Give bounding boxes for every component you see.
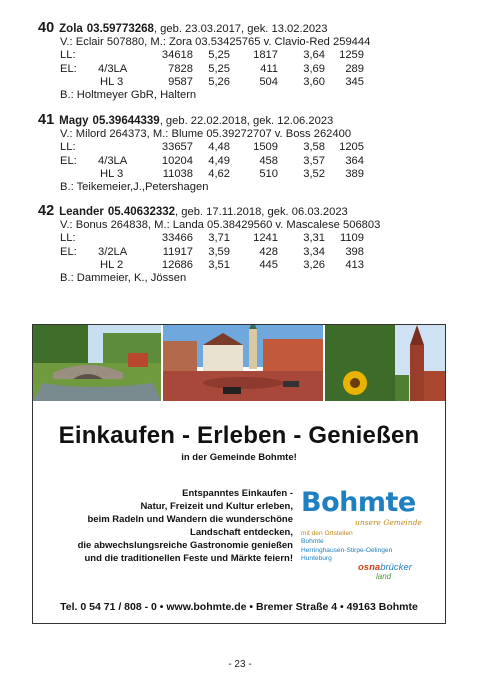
animal-dates: , geb. 23.03.2017, gek. 13.02.2023 xyxy=(153,23,328,35)
animal-dates: , geb. 17.11.2018, gek. 06.03.2023 xyxy=(175,206,348,218)
value-cell: 3,58 xyxy=(303,141,325,154)
value-cell: 413 xyxy=(345,258,364,271)
animal-dates: , geb. 22.02.2018, gek. 12.06.2023 xyxy=(159,115,334,127)
row-sublabel: 4/3LA xyxy=(98,154,128,167)
ll-row xyxy=(38,141,438,154)
entry-42 xyxy=(38,205,438,285)
value-cell: 1205 xyxy=(339,141,364,154)
entry-41 xyxy=(38,114,438,194)
el-row xyxy=(38,63,438,76)
ad-text-line: die abwechslungsreiche Gastronomie genießen xyxy=(77,540,293,551)
animal-name: Zola xyxy=(59,23,83,35)
value-cell: 510 xyxy=(259,167,278,180)
row-label: EL: xyxy=(60,154,77,167)
value-cell: 4,48 xyxy=(208,141,230,154)
ad-subheadline: in der Gemeinde Bohmte! xyxy=(181,452,297,463)
row-label: EL: xyxy=(60,62,77,75)
ad-text-line: Entspanntes Einkaufen - xyxy=(182,488,293,499)
breeder-line: B.: Holtmeyer GbR, Haltern xyxy=(60,88,197,101)
value-cell: 3,64 xyxy=(303,49,325,62)
bohmte-logo-slogan: unsere Gemeinde xyxy=(355,518,422,527)
land-word: land xyxy=(376,572,392,581)
parents-line: V.: Eclair 507880, M.: Zora 03.53425765 v. Clavio-Red 259444 xyxy=(60,36,371,49)
value-cell: 1259 xyxy=(339,49,364,62)
animal-code: 05.39644339 xyxy=(92,115,160,127)
entry-head xyxy=(38,22,438,36)
bohmte-logo-word: Bohmte xyxy=(301,487,416,518)
value-cell: 12686 xyxy=(161,258,193,271)
value-cell: 9587 xyxy=(168,75,193,88)
ortsteil-item: Bohmte xyxy=(301,538,324,546)
ad-text-line: beim Radeln und Wandern die wunderschöne xyxy=(87,514,293,525)
value-cell: 5,25 xyxy=(208,62,230,75)
bohmte-advertisement xyxy=(32,324,446,624)
value-cell: 33466 xyxy=(161,232,193,245)
el-row xyxy=(38,155,438,168)
value-cell: 11917 xyxy=(162,245,193,258)
value-cell: 34618 xyxy=(161,49,193,62)
value-cell: 3,51 xyxy=(208,258,230,271)
row-sublabel: 3/2LA xyxy=(98,245,128,258)
value-cell: 5,25 xyxy=(208,49,230,62)
breeder-line: B.: Teikemeier,J.,Petershagen xyxy=(60,180,209,193)
hl-row xyxy=(38,76,438,89)
entry-number: 41 xyxy=(38,112,55,128)
ll-row xyxy=(38,49,438,62)
value-cell: 3,52 xyxy=(303,167,325,180)
value-cell: 3,59 xyxy=(208,245,230,258)
value-cell: 1109 xyxy=(339,232,364,245)
animal-code: 05.40632332 xyxy=(107,206,176,218)
bohmte-logo xyxy=(301,487,441,581)
entry-head xyxy=(38,114,438,128)
parents-line: V.: Milord 264373, M.: Blume 05.39272707 v. Boss 262400 xyxy=(60,128,352,141)
value-cell: 1509 xyxy=(253,141,278,154)
entry-40 xyxy=(38,22,438,102)
animal-name: Magy xyxy=(59,115,89,127)
row-label: EL: xyxy=(60,245,77,258)
page-number: - 23 - xyxy=(228,659,252,670)
animal-code: 03.59773268 xyxy=(86,23,154,35)
el-row xyxy=(38,246,438,259)
hl-row xyxy=(38,168,438,181)
ad-contact-line: Tel. 0 54 71 / 808 - 0 • www.bohmte.de • Bremer Straße 4 • 49163 Bohmte xyxy=(60,601,418,613)
town-square-photo xyxy=(163,325,323,401)
value-cell: 428 xyxy=(259,245,278,258)
value-cell: 3,60 xyxy=(303,75,325,88)
value-cell: 1817 xyxy=(253,49,278,62)
row-sublabel: HL 3 xyxy=(100,167,124,180)
value-cell: 33657 xyxy=(161,141,193,154)
value-cell: 3,57 xyxy=(303,154,325,167)
parents-line: V.: Bonus 264838, M.: Landa 05.38429560 v. Mascalese 506803 xyxy=(60,219,381,232)
value-cell: 5,26 xyxy=(208,75,230,88)
animal-name: Leander xyxy=(59,206,104,218)
value-cell: 7828 xyxy=(168,62,193,75)
value-cell: 398 xyxy=(345,245,364,258)
value-cell: 10204 xyxy=(161,154,193,167)
osna-word: osna xyxy=(358,562,381,573)
value-cell: 1241 xyxy=(253,232,278,245)
value-cell: 3,34 xyxy=(303,245,325,258)
value-cell: 364 xyxy=(345,154,364,167)
bridge-river-photo xyxy=(33,325,161,401)
value-cell: 3,71 xyxy=(208,232,230,245)
value-cell: 289 xyxy=(345,62,364,75)
row-sublabel: HL 3 xyxy=(100,75,124,88)
value-cell: 11038 xyxy=(162,167,193,180)
value-cell: 4,62 xyxy=(208,167,230,180)
row-sublabel: HL 2 xyxy=(100,258,124,271)
ll-row xyxy=(38,232,438,245)
ad-text-line: Natur, Freizeit und Kultur erleben, xyxy=(140,501,293,512)
ad-text-line: Landschaft entdecken, xyxy=(190,527,293,538)
ortsteile-heading: mit den Ortsteilen xyxy=(301,530,353,537)
value-cell: 3,31 xyxy=(303,232,325,245)
entry-number: 42 xyxy=(38,203,55,219)
row-label: LL: xyxy=(60,141,76,154)
ortsteil-item: Hunteburg xyxy=(301,555,332,563)
church-sunflower-photo xyxy=(325,325,445,401)
value-cell: 345 xyxy=(345,75,364,88)
value-cell: 3,69 xyxy=(303,62,325,75)
osnabruecker-land-logo xyxy=(358,557,412,581)
ortsteil-item: Herringhausen-Stirpe-Oelingen xyxy=(301,546,393,554)
ad-headline: Einkaufen - Erleben - Genießen xyxy=(58,422,420,449)
bruecker-word: brücker xyxy=(380,562,412,573)
row-label: LL: xyxy=(60,49,76,62)
value-cell: 3,26 xyxy=(303,258,325,271)
breeder-line: B.: Dammeier, K., Jössen xyxy=(60,271,187,284)
ad-text-line: und die traditionellen Feste und Märkte feiern! xyxy=(84,553,293,564)
ad-body-text xyxy=(43,487,293,565)
value-cell: 458 xyxy=(259,154,278,167)
value-cell: 504 xyxy=(259,75,278,88)
value-cell: 4,49 xyxy=(208,154,230,167)
value-cell: 389 xyxy=(345,167,364,180)
row-sublabel: 4/3LA xyxy=(98,62,128,75)
row-label: LL: xyxy=(60,232,76,245)
entry-head xyxy=(38,205,438,219)
entry-number: 40 xyxy=(38,20,55,36)
hl-row xyxy=(38,259,438,272)
value-cell: 411 xyxy=(260,62,278,75)
value-cell: 445 xyxy=(259,258,278,271)
